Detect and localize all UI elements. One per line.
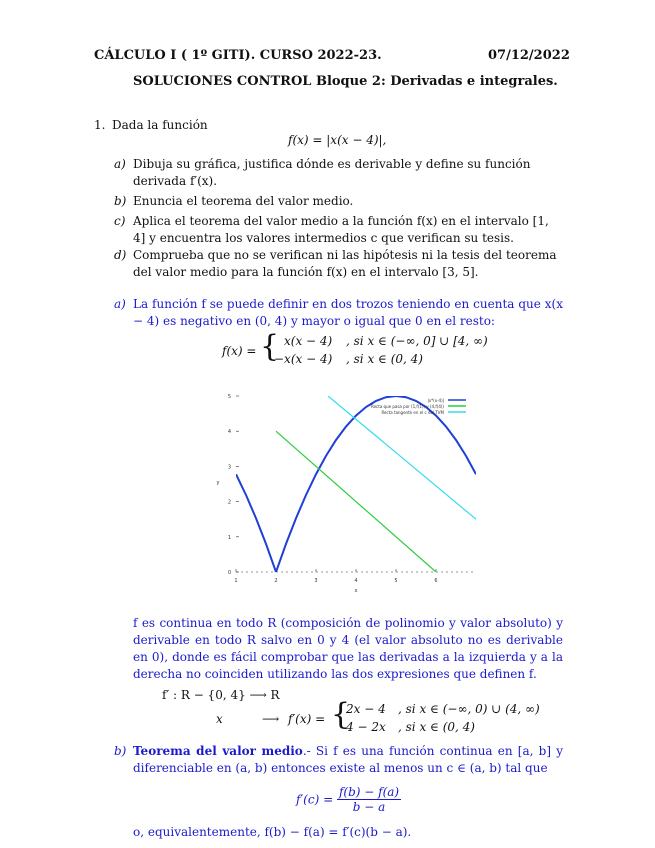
y-tick-label: 2 — [227, 499, 231, 506]
question-c-text: Aplica el teorema del valor medio a la función f(x) en el intervalo [1, 4] y encuentra los valores intermedios c que verifican su tesis. — [133, 214, 549, 245]
question-a-text: Dibuja su gráfica, justifica dónde es derivable y define su función derivada f′(x). — [133, 157, 531, 188]
derivative-lhs: f′(x) = — [288, 712, 326, 726]
deriv1-cond: , si x ∈ (−∞, 0) ∪ (4, ∞) — [398, 702, 540, 716]
deriv2-cond: , si x ∈ (0, 4) — [398, 720, 475, 734]
legend-label: Recta tangente en el c del TVM — [381, 410, 444, 415]
mvt-heading: Teorema del valor medio — [133, 744, 303, 758]
date: 07/12/2022 — [488, 48, 570, 63]
question-d-label: d) — [114, 248, 127, 262]
function-plot — [212, 388, 482, 598]
y-tick-label: 3 — [227, 464, 231, 471]
x-tick-label: 6 — [434, 578, 438, 584]
mvt-fraction — [337, 785, 401, 814]
solution-a — [114, 296, 563, 330]
question-b-label: b) — [114, 194, 127, 208]
question-c — [114, 213, 563, 247]
deriv2-expr: 4 − 2x — [346, 720, 386, 734]
x-tick-label: 5 — [394, 578, 398, 584]
x-tick-label: 3 — [314, 578, 318, 584]
x-tick-label: 2 — [274, 578, 278, 584]
problem-formula: f(x) = |x(x − 4)|, — [288, 133, 387, 147]
page-title: SOLUCIONES CONTROL Bloque 2: Derivadas e integrales. — [133, 74, 558, 89]
legend-label: |x*(x-4)| — [427, 398, 444, 403]
piece2-cond: , si x ∈ (0, 4) — [346, 352, 423, 366]
solution-b-text: .- Si f es una función continua en [a, b] y diferenciable en (a, b) entonces existe al menos un c ∈ (a, b) tal que — [133, 744, 563, 775]
piecewise-lhs: f(x) = — [222, 344, 257, 358]
question-a-label: a) — [114, 157, 126, 171]
y-tick-label: 1 — [227, 534, 231, 541]
mvt-formula — [296, 785, 401, 814]
y-tick-label: 0 — [227, 570, 231, 576]
continuity-paragraph: f es continua en todo R (composición de polinomio y valor absoluto) y derivable en todo R salvo en 0 y 4 (el valor absoluto no es derivable en 0), donde es fácil comprobar que las derivadas a la izquierda y a la derecha no coinciden utilizando las dos expresiones que definen f. — [133, 616, 563, 681]
question-b — [114, 193, 563, 210]
piecewise-brace: { — [260, 329, 280, 364]
solution-a-label: a) — [114, 297, 126, 311]
derivative-x: x — [216, 712, 223, 726]
course-heading: CÁLCULO I ( 1º GITI). CURSO 2022-23. — [94, 48, 382, 63]
question-a — [114, 156, 563, 190]
equivalent-statement: o, equivalentemente, f(b) − f(a) = f′(c)(b − a). — [133, 825, 412, 839]
solution-b-label: b) — [114, 744, 127, 758]
legend-label: Recta que pasa por (1,f(1)) y (4,f(4)) — [371, 404, 444, 409]
derivative-map: f′ : R − {0, 4} ⟶ R — [162, 688, 280, 702]
piece1-cond: , si x ∈ (−∞, 0] ∪ [4, ∞) — [346, 334, 488, 348]
solution-b — [114, 743, 563, 777]
mvt-numerator: f(b) − f(a) — [338, 785, 400, 799]
piece2-expr: −x(x − 4) — [274, 352, 333, 366]
x-axis-label: x — [354, 588, 358, 594]
question-c-label: c) — [114, 214, 126, 228]
y-tick-label: 4 — [227, 429, 231, 436]
problem-number: 1. — [94, 118, 106, 132]
x-tick-label: 1 — [234, 578, 238, 584]
question-b-text: Enuncia el teorema del valor medio. — [133, 194, 354, 208]
problem-intro: Dada la función — [112, 118, 208, 132]
x-tick-label: 4 — [354, 578, 358, 584]
y-tick-label: 5 — [227, 394, 231, 400]
mvt-lhs: f′(c) = — [296, 792, 334, 807]
derivative-brace: { — [331, 697, 351, 732]
deriv1-expr: 2x − 4 — [346, 702, 386, 716]
question-d — [114, 247, 563, 281]
series-line-1 — [236, 396, 476, 572]
series-line-2 — [276, 431, 436, 572]
mvt-denominator: b − a — [352, 800, 386, 814]
question-d-text: Comprueba que no se verifican ni las hipótesis ni la tesis del teorema del valor medio para la función f(x) en el intervalo [3, 5]. — [133, 248, 557, 279]
y-axis-label: y — [216, 480, 220, 486]
piece1-expr: x(x − 4) — [284, 334, 333, 348]
derivative-arrow: ⟶ — [262, 712, 280, 726]
solution-a-text: La función f se puede definir en dos trozos teniendo en cuenta que x(x − 4) es negativo en (0, 4) y mayor o igual que 0 en el resto: — [133, 297, 563, 328]
